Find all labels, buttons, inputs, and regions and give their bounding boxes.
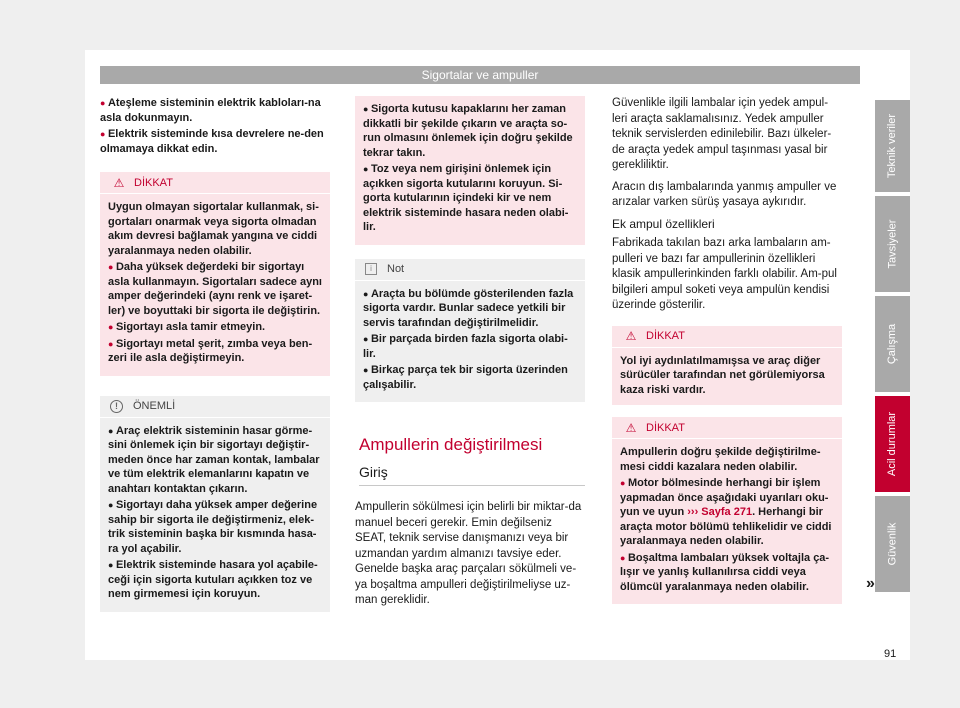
warning-box <box>100 172 330 376</box>
tab-calisma[interactable] <box>875 296 910 392</box>
warning-box <box>612 417 842 604</box>
bullet-item: ● Sigortayı daha yüksek amper değerine sahip bir sigorta ile değiştirmeniz, elek-trik sisteminin başka bir kısmında hasa-ra yol açabilir. <box>108 498 322 556</box>
bullet-item <box>620 476 834 549</box>
column-middle <box>355 96 585 609</box>
paragraph: Fabrikada takılan bazı arka lambaların am-pulleri ve bazı far ampullerinin özellikleri klasik ampullerinkinden farklı olabilir. Am-pul bilgileri ampul soketi veya ampulün kendisi üzerinde gösterilir. <box>612 237 837 311</box>
tab-label: Tavsiyeler <box>886 219 899 269</box>
warning-header <box>612 326 842 348</box>
tab-label: Çalışma <box>886 323 899 365</box>
bullet-text: Motor bölmesinde herhangi bir işlem yapmadan önce aşağıdaki uyarıları oku-yun ve uyun <box>620 477 829 518</box>
intro-paragraph: Ampullerin sökülmesi için belirli bir miktar-da manuel beceri gerekir. Emin değilseniz SEAT, teknik servise danışmanızı veya bir uzmandan yardım almanızı tavsiye eder. Genelde başka araç parçaları sökülmeli ve-ya boşaltma ampulleri değiştirilmeliyse uz-man gereklidir. <box>355 501 582 606</box>
tab-label: Acil durumlar <box>886 411 899 477</box>
bullet-item: ● Araç elektrik sisteminin hasar görme-sini önlemek için bir sigortayı değiştir-meden önce har zaman kontak, lambalar ve tüm elektrik elemanlarını kapatın ve anahtarı kontaktan çıkarın. <box>108 424 322 497</box>
warning-label: DİKKAT <box>646 330 685 342</box>
page-header: Sigortalar ve ampuller <box>100 66 860 84</box>
tab-acil-durumlar[interactable] <box>875 396 910 492</box>
warning-continued-body <box>355 96 585 245</box>
page-link[interactable]: ››› Sayfa 271 <box>687 506 753 518</box>
bullet-item: ● Daha yüksek değerdeki bir sigortayı asla kullanmayın. Sigortaları sadece aynı amper değerindeki (aynı renk ve işaret-ler) ve boyuttaki bir sigorta ile değiştirin. <box>108 260 322 318</box>
warning-body <box>612 348 842 406</box>
tab-teknik-veriler[interactable] <box>875 100 910 192</box>
page-number: 91 <box>884 648 897 660</box>
warning-body <box>612 439 842 604</box>
section-subtitle: Giriş <box>359 465 585 487</box>
bullet-item: ● Toz veya nem girişini önlemek için açıkken sigorta kutularını koruyun. Si-gorta kutularının içindeki kir ve nem elektrik sisteminde hasara neden olabi-lir. <box>363 162 577 235</box>
continue-arrow-icon: » <box>866 575 875 592</box>
bullet-item: ● Sigortayı asla tamir etmeyin. <box>108 320 322 335</box>
tab-label: Teknik veriler <box>886 113 899 179</box>
bullet-item: ● Elektrik sisteminde hasara yol açabile-ceği için sigorta kutuları açıkken toz ve nem girmemesi için koruyun. <box>108 558 322 602</box>
warning-triangle-icon: ⚠ <box>625 420 637 435</box>
warning-intro: Uygun olmayan sigortalar kullanmak, si-gortaları onarmak veya sigorta olmadan akım devresi bağlamak yangına ve ciddi yaralanmaya neden olabilir. <box>108 201 319 257</box>
bullet-item: ● Boşaltma lambaları yüksek voltajla ça-lışır ve yanlış kullanılırsa ciddi veya ölümcül yaralanmaya neden olabilir. <box>620 551 834 595</box>
important-header <box>100 396 330 418</box>
warning-triangle-icon: ⚠ <box>113 175 125 190</box>
warning-body <box>100 194 330 376</box>
tab-guvenlik[interactable] <box>875 496 910 592</box>
column-right <box>612 96 842 604</box>
note-icon: i <box>365 263 377 275</box>
warning-label: DİKKAT <box>646 421 685 434</box>
warning-intro: Ampullerin doğru şekilde değiştirilme-mesi ciddi kazalara neden olabilir. <box>620 446 821 473</box>
bullet-text: . Herhangi bir araçta motor bölümü tehlikelidir ve ciddi yaralanmaya neden olabilir. <box>620 506 832 547</box>
bullet-item: ● Elektrik sisteminde kısa devrelere ne-den olmamaya dikkat edin. <box>100 127 330 156</box>
bullet-item: ● Bir parçada birden fazla sigorta olabi-lir. <box>363 332 577 361</box>
bullet-item: ● Sigorta kutusu kapaklarını her zaman dikkatli bir şekilde çıkarın ve araçta so-run olmasını önlemek için doğru şekilde tekrar takın. <box>363 102 577 160</box>
warning-header <box>612 417 842 439</box>
side-tabs <box>875 100 910 596</box>
important-body <box>100 418 330 612</box>
paragraph: Güvenlikle ilgili lambalar için yedek ampul-leri araçta saklamalısınız. Yedek ampuller teknik servislerden edinilebilir. Bazı ülkeler-de araçta yedek ampul taşınması yasal bir gerekliliktir. <box>612 97 832 171</box>
warning-triangle-icon: ⚠ <box>625 329 637 343</box>
important-box <box>100 396 330 612</box>
note-header <box>355 259 585 281</box>
warning-continued-box <box>355 96 585 245</box>
column-left <box>100 96 330 612</box>
subheading: Ek ampul özellikleri <box>612 216 715 231</box>
info-icon: ! <box>110 400 123 413</box>
note-body <box>355 281 585 403</box>
bullet-item: ● Ateşleme sisteminin elektrik kabloları-na asla dokunmayın. <box>100 96 330 125</box>
tab-tavsiyeler[interactable] <box>875 196 910 292</box>
paragraph: Aracın dış lambalarında yanmış ampuller ve arızalar varken sürüş yasaya aykırıdır. <box>612 180 837 208</box>
warning-label: DİKKAT <box>134 176 173 189</box>
section-title: Ampullerin değiştirilmesi <box>359 435 543 454</box>
bullet-item: ● Araçta bu bölümde gösterilenden fazla sigorta vardır. Bunlar sadece yetkili bir servis tarafından değiştirilmelidir. <box>363 287 577 331</box>
warning-box <box>612 326 842 406</box>
warning-text: Yol iyi aydınlatılmamışsa ve araç diğer sürücüler tarafından net görülemiyorsa kaza riski vardır. <box>620 354 825 396</box>
important-label: ÖNEMLİ <box>133 400 176 412</box>
warning-header <box>100 172 330 194</box>
note-label: Not <box>387 263 405 275</box>
bullet-item: ● Sigortayı metal şerit, zımba veya ben-zeri ile asla değiştirmeyin. <box>108 337 322 366</box>
tab-label: Güvenlik <box>886 522 899 566</box>
note-box <box>355 259 585 403</box>
bullet-item: ● Birkaç parça tek bir sigorta üzerinden çalışabilir. <box>363 363 577 392</box>
